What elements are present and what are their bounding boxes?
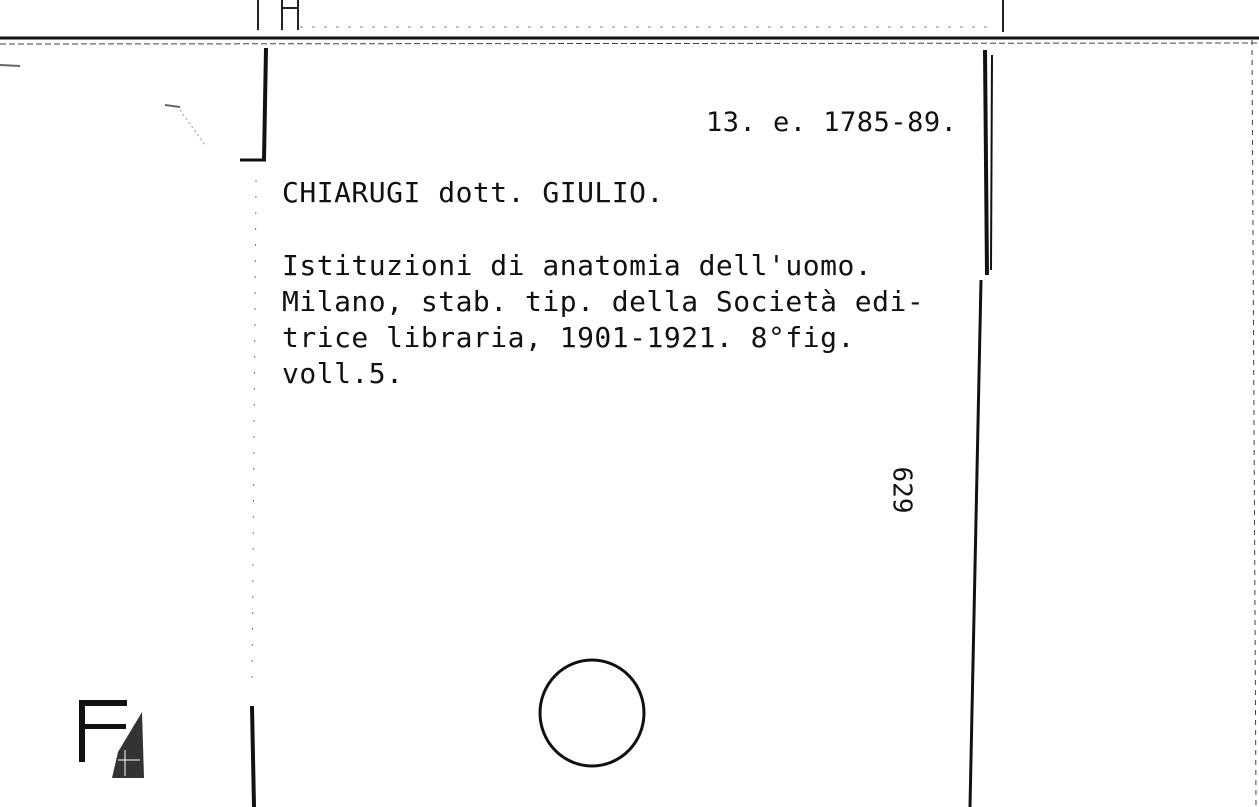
author-heading: CHIARUGI dott. GIULIO.: [282, 176, 664, 209]
title-line-4: voll.5.: [282, 357, 404, 390]
call-number: 13. e. 1785-89.: [706, 107, 958, 138]
title-line-1: Istituzioni di anatomia dell'uomo.: [282, 249, 873, 282]
title-line-2: Milano, stab. tip. della Società edi-: [282, 285, 925, 318]
title-line-3: trice libraria, 1901-1921. 8°fig.: [282, 321, 855, 354]
stamp-number: 629: [886, 466, 917, 514]
